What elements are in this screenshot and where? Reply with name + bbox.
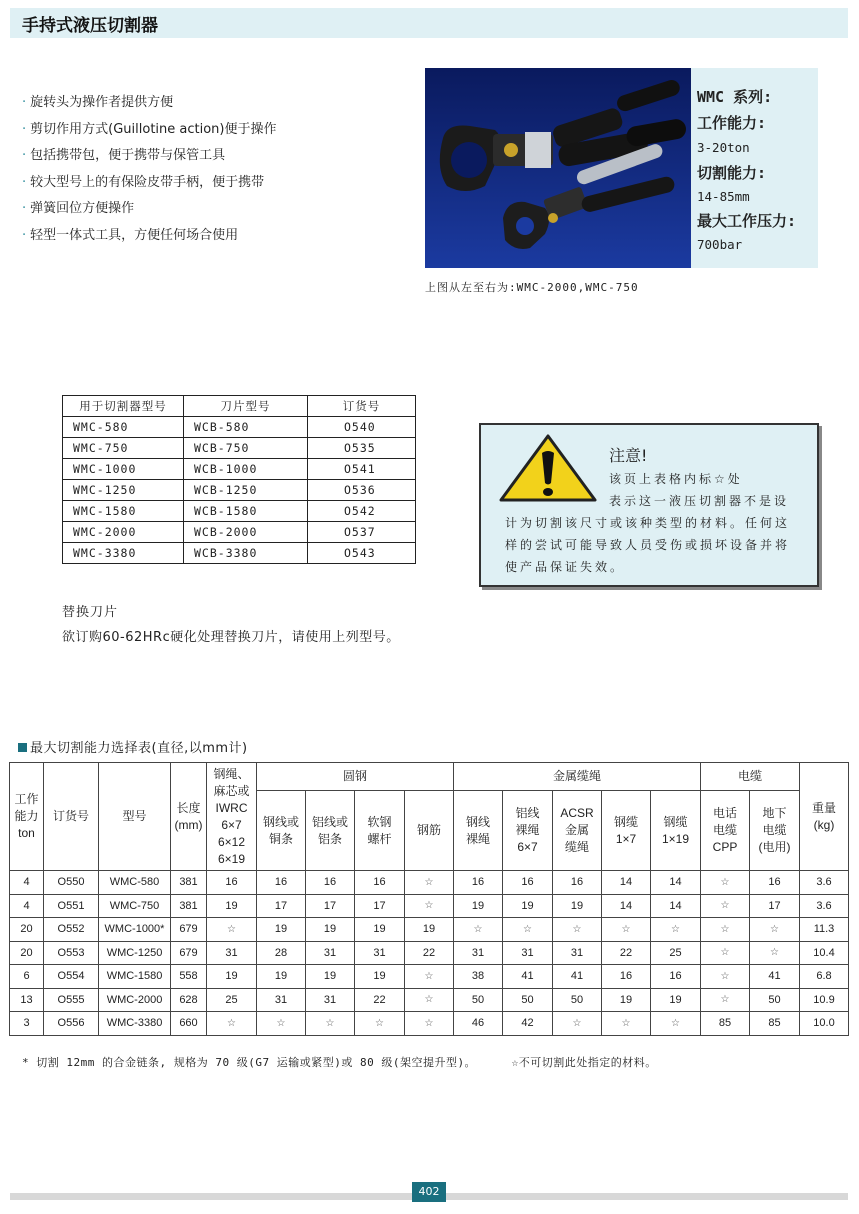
table-cell: 679 (171, 941, 207, 965)
table-cell: 41 (503, 965, 553, 989)
table-row (10, 894, 849, 918)
table-cell: 16 (503, 871, 553, 895)
table-cell: 679 (171, 918, 207, 942)
table-cell: WCB-1250 (184, 480, 308, 501)
subheader: 钢缆 1×7 (602, 791, 651, 871)
table-cell: WMC-1580 (99, 965, 171, 989)
table-cell: O535 (308, 438, 416, 459)
table-cell: 16 (306, 871, 355, 895)
table-cell: 16 (750, 871, 800, 895)
table-cell: 4 (10, 871, 44, 895)
header-metal-cable: 金属缆绳 (454, 763, 701, 791)
table-cell: WMC-1250 (99, 941, 171, 965)
feature-list (22, 90, 276, 249)
capacity-value: 3-20ton (697, 140, 750, 155)
table-cell: ☆ (405, 988, 454, 1012)
footnote: * 切割 12mm 的合金链条, 规格为 70 级(G7 运输或紧型)或 80 级(架空提升型)。 ☆不可切割此处指定的材料。 (22, 1056, 657, 1069)
table-cell: O541 (308, 459, 416, 480)
table-cell: 16 (207, 871, 257, 895)
table-cell: 41 (750, 965, 800, 989)
table-cell: ☆ (207, 918, 257, 942)
table-cell: 31 (207, 941, 257, 965)
table-cell: 50 (750, 988, 800, 1012)
subheader: 钢线或 铜条 (257, 791, 306, 871)
series-label: WMC 系列: (697, 88, 773, 106)
table-cell: 3.6 (800, 894, 849, 918)
table-cell: 16 (454, 871, 503, 895)
table-cell: ☆ (701, 941, 750, 965)
table-cell: ☆ (651, 1012, 701, 1036)
table-cell: O536 (308, 480, 416, 501)
table-cell: ☆ (602, 1012, 651, 1036)
header-model: 型号 (99, 763, 171, 871)
table-cell: 16 (651, 965, 701, 989)
page-number: 402 (412, 1182, 446, 1202)
table-cell: WCB-1000 (184, 459, 308, 480)
table-cell: 22 (405, 941, 454, 965)
table-cell: 6 (10, 965, 44, 989)
selection-table-title: 最大切割能力选择表(直径,以mm计) (18, 737, 248, 756)
photo-caption: 上图从左至右为:WMC-2000,WMC-750 (425, 281, 639, 294)
table-cell: 19 (257, 965, 306, 989)
table-row (63, 417, 416, 438)
table-row (10, 918, 849, 942)
cut-capacity-value: 14-85mm (697, 189, 750, 204)
table-cell: 381 (171, 894, 207, 918)
table-row (10, 871, 849, 895)
subheader: ACSR 金属 缆绳 (553, 791, 602, 871)
table-row (63, 501, 416, 522)
table-cell: 628 (171, 988, 207, 1012)
table-cell: WMC-580 (63, 417, 184, 438)
table-cell: O537 (308, 522, 416, 543)
feature-item: · 剪切作用方式(Guillotine action)便于操作 (22, 121, 277, 137)
table-cell: O553 (44, 941, 99, 965)
table-cell: 17 (750, 894, 800, 918)
warning-box (479, 423, 819, 587)
bullet-icon: · (22, 174, 27, 190)
table-cell: 50 (454, 988, 503, 1012)
table-cell: 19 (355, 918, 405, 942)
table-header-row (63, 396, 416, 417)
table-cell: 41 (553, 965, 602, 989)
table-cell: O550 (44, 871, 99, 895)
table-cell: O542 (308, 501, 416, 522)
header-capacity: 工作 能力 ton (10, 763, 44, 871)
table-cell: 14 (602, 871, 651, 895)
table-cell: 25 (651, 941, 701, 965)
max-pressure-value: 700bar (697, 237, 743, 252)
table-cell: 46 (454, 1012, 503, 1036)
table-cell: 31 (355, 941, 405, 965)
warning-title: 注意! (609, 446, 648, 465)
table-cell: 31 (257, 988, 306, 1012)
spec-panel (691, 68, 818, 268)
table-cell: 17 (257, 894, 306, 918)
table-cell: 10.9 (800, 988, 849, 1012)
subheader: 电话 电缆 CPP (701, 791, 750, 871)
table-row (63, 543, 416, 564)
table-cell: WMC-750 (99, 894, 171, 918)
table-cell: 16 (257, 871, 306, 895)
table-cell: 558 (171, 965, 207, 989)
table-cell: ☆ (405, 871, 454, 895)
table-cell: ☆ (750, 918, 800, 942)
table-row (63, 480, 416, 501)
table-cell: WMC-1580 (63, 501, 184, 522)
table-cell: 19 (503, 894, 553, 918)
table-cell: 85 (701, 1012, 750, 1036)
table-cell: 31 (306, 941, 355, 965)
table-cell: ☆ (454, 918, 503, 942)
table-cell: 31 (306, 988, 355, 1012)
table-cell: ☆ (701, 988, 750, 1012)
warning-triangle-icon (498, 433, 598, 503)
feature-item: · 弹簧回位方便操作 (22, 201, 135, 216)
table-cell: WMC-3380 (63, 543, 184, 564)
table-cell: 10.4 (800, 941, 849, 965)
table-cell: ☆ (750, 941, 800, 965)
table-cell: WCB-2000 (184, 522, 308, 543)
bullet-icon: · (22, 121, 27, 137)
replace-blade-note: 欲订购60-62HRc硬化处理替换刀片，请使用上列型号。 (62, 630, 400, 645)
table-row (10, 941, 849, 965)
table-cell: WMC-580 (99, 871, 171, 895)
table-cell: 11.3 (800, 918, 849, 942)
table-cell: WMC-1000* (99, 918, 171, 942)
table-cell: 381 (171, 871, 207, 895)
table-cell: 17 (355, 894, 405, 918)
table-cell: 85 (750, 1012, 800, 1036)
bullet-icon: · (22, 148, 27, 163)
table-cell: 50 (553, 988, 602, 1012)
table-cell: ☆ (207, 1012, 257, 1036)
feature-item: · 轻型一体式工具，方便任何场合使用 (22, 227, 239, 243)
page-title: 手持式液压切割器 (22, 16, 158, 36)
table-cell: 14 (651, 894, 701, 918)
header-weight: 重量 (kg) (800, 763, 849, 871)
table-cell: 16 (553, 871, 602, 895)
table-cell: ☆ (701, 894, 750, 918)
table-cell: 38 (454, 965, 503, 989)
table-cell: O555 (44, 988, 99, 1012)
table-cell: O540 (308, 417, 416, 438)
table-cell: 50 (503, 988, 553, 1012)
subheader: 铝线或 铝条 (306, 791, 355, 871)
table-cell: 16 (355, 871, 405, 895)
table-cell: WMC-2000 (63, 522, 184, 543)
table-row (10, 965, 849, 989)
subheader: 地下 电缆 (电用) (750, 791, 800, 871)
table-cell: O551 (44, 894, 99, 918)
column-header: 刀片型号 (184, 396, 308, 417)
table-cell: 19 (651, 988, 701, 1012)
table-cell: O552 (44, 918, 99, 942)
table-cell: ☆ (405, 965, 454, 989)
subheader: 钢筋 (405, 791, 454, 871)
table-cell: O556 (44, 1012, 99, 1036)
table-cell: 31 (553, 941, 602, 965)
table-cell: ☆ (701, 918, 750, 942)
table-cell: WMC-750 (63, 438, 184, 459)
warning-text-line: 该页上表格内标☆处 (609, 472, 743, 486)
table-cell: WMC-1000 (63, 459, 184, 480)
cut-capacity-label: 切割能力: (697, 164, 767, 182)
table-cell: ☆ (602, 918, 651, 942)
table-cell: ☆ (257, 1012, 306, 1036)
table-cell: 13 (10, 988, 44, 1012)
header-order-number: 订货号 (44, 763, 99, 871)
table-cell: 660 (171, 1012, 207, 1036)
subheader: 软钢 螺杆 (355, 791, 405, 871)
max-pressure-label: 最大工作压力: (697, 212, 797, 230)
table-cell: 19 (553, 894, 602, 918)
table-cell: WCB-3380 (184, 543, 308, 564)
table-row (63, 459, 416, 480)
table-cell: WMC-2000 (99, 988, 171, 1012)
capacity-label: 工作能力: (697, 114, 767, 132)
table-row (10, 1012, 849, 1036)
warning-text-line: 计为切割该尺寸或该种类型的材料。任何这 (505, 516, 791, 530)
warning-text-line: 使产品保证失效。 (505, 560, 626, 574)
bullet-icon: · (22, 227, 27, 243)
table-cell: ☆ (651, 918, 701, 942)
table-cell: 42 (503, 1012, 553, 1036)
table-cell: ☆ (503, 918, 553, 942)
table-cell: 3.6 (800, 871, 849, 895)
table-cell: 14 (602, 894, 651, 918)
table-cell: 31 (503, 941, 553, 965)
feature-item: · 旋转头为操作者提供方便 (22, 95, 174, 110)
replace-blade-title: 替换刀片 (62, 605, 119, 620)
table-cell: O543 (308, 543, 416, 564)
table-row (10, 988, 849, 1012)
table-cell: 22 (355, 988, 405, 1012)
table-cell: WMC-3380 (99, 1012, 171, 1036)
table-cell: 19 (207, 965, 257, 989)
header-electric-cable: 电缆 (701, 763, 800, 791)
table-cell: 10.0 (800, 1012, 849, 1036)
hydraulic-cutter-image (425, 68, 691, 268)
bullet-icon: · (22, 95, 27, 110)
table-cell: ☆ (701, 965, 750, 989)
product-photo (425, 68, 691, 268)
table-cell: 31 (454, 941, 503, 965)
table-cell: 22 (602, 941, 651, 965)
table-cell: 19 (257, 918, 306, 942)
table-cell: 20 (10, 941, 44, 965)
warning-text-line: 样的尝试可能导致人员受伤或损坏设备并将 (505, 538, 791, 552)
table-cell: O554 (44, 965, 99, 989)
column-header: 用于切割器型号 (63, 396, 184, 417)
header-round-steel: 圆钢 (257, 763, 454, 791)
table-cell: ☆ (553, 918, 602, 942)
square-bullet-icon (18, 743, 27, 752)
table-cell: 19 (355, 965, 405, 989)
table-cell: ☆ (306, 1012, 355, 1036)
feature-item: · 包括携带包，便于携带与保管工具 (22, 148, 226, 163)
table-row (63, 522, 416, 543)
column-header: 订货号 (308, 396, 416, 417)
table-cell: ☆ (553, 1012, 602, 1036)
subheader: 钢线 裸绳 (454, 791, 503, 871)
warning-text-line: 表示这一液压切割器不是设 (609, 494, 790, 508)
header-rope: 钢绳、 麻芯或 IWRC 6×7 6×12 6×19 (207, 763, 257, 871)
table-cell: 6.8 (800, 965, 849, 989)
table-cell: 19 (306, 918, 355, 942)
table-cell: 19 (405, 918, 454, 942)
feature-item: · 较大型号上的有保险皮带手柄，便于携带 (22, 174, 265, 190)
table-cell: 17 (306, 894, 355, 918)
table-cell: ☆ (405, 894, 454, 918)
table-cell: 19 (454, 894, 503, 918)
table-cell: ☆ (355, 1012, 405, 1036)
table-cell: WCB-1580 (184, 501, 308, 522)
bullet-icon: · (22, 201, 27, 216)
table-cell: WCB-580 (184, 417, 308, 438)
table-cell: 16 (602, 965, 651, 989)
table-cell: 19 (306, 965, 355, 989)
table-cell: WCB-750 (184, 438, 308, 459)
subheader: 铝线 裸绳 6×7 (503, 791, 553, 871)
table-cell: 20 (10, 918, 44, 942)
table-cell: 4 (10, 894, 44, 918)
table-cell: 19 (602, 988, 651, 1012)
table-cell: 14 (651, 871, 701, 895)
subheader: 钢缆 1×19 (651, 791, 701, 871)
table-cell: ☆ (701, 871, 750, 895)
table-cell: 3 (10, 1012, 44, 1036)
header-length: 长度 (mm) (171, 763, 207, 871)
selection-table (9, 762, 849, 1036)
table-cell: 19 (207, 894, 257, 918)
table-cell: WMC-1250 (63, 480, 184, 501)
table-row (63, 438, 416, 459)
table-cell: 28 (257, 941, 306, 965)
blade-table (62, 395, 416, 564)
table-cell: ☆ (405, 1012, 454, 1036)
table-cell: 25 (207, 988, 257, 1012)
